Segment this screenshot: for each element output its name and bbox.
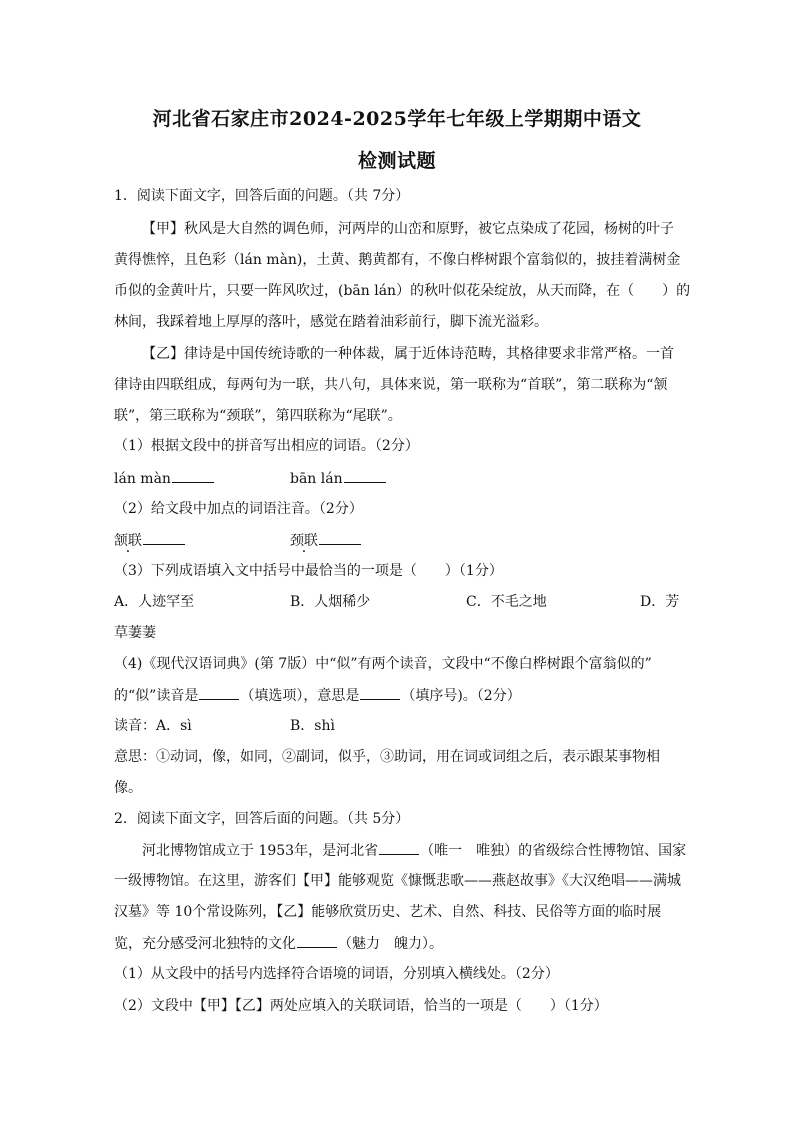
q1-yi-line: 律诗由四联组成，每两句为一联，共八句，具体来说，第一联称为“首联”，第二联称为“颔 xyxy=(114,377,668,393)
q2-text: （魅力 魄力）。 xyxy=(338,936,443,952)
option-b[interactable]: B．人烟稀少 xyxy=(290,594,371,610)
pinyin-banlan: bān lán xyxy=(290,471,343,487)
option-a[interactable]: A．人迹罕至 xyxy=(114,594,195,610)
q1-sub1-answer-a xyxy=(114,468,215,489)
q1-sub2-answer-a xyxy=(114,530,186,551)
q1-heading: 1．阅读下面文字，回答后面的问题。（共 7分） xyxy=(114,188,410,204)
q1-jia-line: 林间，我踩着地上厚厚的落叶，感觉在踏着油彩前行，脚下流光溢彩。 xyxy=(114,314,548,330)
answer-blank[interactable] xyxy=(319,530,361,545)
q1-sub4-text: （填序号)。（2分） xyxy=(401,688,521,704)
exam-title: 河北省石家庄市2024-2025学年七年级上学期期中语文 xyxy=(152,108,642,130)
q2-heading: 2．阅读下面文字，回答后面的问题。（共 5分） xyxy=(114,811,410,827)
q2-paragraph-line: 一级博物馆。在这里，游客们【甲】能够观览《慷慨悲歌——燕赵故事》《大汉绝唱——满城 xyxy=(114,873,681,889)
answer-blank[interactable] xyxy=(172,468,214,483)
reading-option-b: B．shì xyxy=(290,718,335,734)
q1-jia-line: 【甲】秋风是大自然的调色师，河两岸的山峦和原野，被它点染成了花园，杨树的叶子 xyxy=(142,221,674,237)
q1-sub2: （2）给文段中加点的词语注音。（2分） xyxy=(114,501,363,517)
answer-blank[interactable] xyxy=(143,530,185,545)
answer-blank[interactable] xyxy=(379,840,419,855)
answer-blank[interactable] xyxy=(297,933,337,948)
q1-jia-line: 黄得憔悴，且色彩（lán màn)，土黄、鹅黄都有，不像白桦树跟个富翁似的，披挂着满树金 xyxy=(114,252,681,268)
q1-sub3: （3）下列成语填入文中括号中最恰当的一项是（ ）（1分） xyxy=(114,563,503,579)
q2-sub1: （1）从文段中的括号内选择符合语境的词语，分别填入横线处。（2分） xyxy=(114,966,559,982)
q1-yi-line: 【乙】律诗是中国传统诗歌的一种体裁，属于近体诗范畴，其格律要求非常严格。一首 xyxy=(142,346,674,362)
option-d[interactable]: D．芳 xyxy=(640,594,680,610)
answer-blank[interactable] xyxy=(199,685,239,700)
q2-text: （唯一 唯独）的省级综合性博物馆、国家 xyxy=(420,843,687,859)
q1-sub2-answer-b xyxy=(290,530,362,551)
q2-text: 河北博物馆成立于 1953年，是河北省 xyxy=(142,843,379,859)
term-hanlian: 颔联 xyxy=(114,533,142,549)
q2-paragraph-line xyxy=(142,840,686,861)
q1-sub4-text: （填选项），意思是 xyxy=(240,688,360,704)
q2-text: 览，充分感受河北独特的文化 xyxy=(114,936,296,952)
reading-option-a: 读音：A．sì xyxy=(114,718,192,734)
q1-sub4-text: 的“似”读音是 xyxy=(114,688,199,704)
meaning-options-cont: 像。 xyxy=(114,780,142,796)
q1-sub4: （4)《现代汉语词典》(第 7版）中“似”有两个读音，文段中“不像白桦树跟个富翁似的” xyxy=(114,656,652,672)
q1-sub1-answer-b xyxy=(290,468,387,489)
exam-subtitle: 检测试题 xyxy=(357,150,436,172)
pinyin-lanman: lán màn xyxy=(114,471,171,487)
q1-yi-line: 联”，第三联称为“颈联”，第四联称为“尾联”。 xyxy=(114,408,402,424)
option-d-continued: 草萋萋 xyxy=(114,625,156,641)
meaning-options: 意思：①动词，像，如同，②副词，似乎，③助词，用在词或词组之后，表示跟某事物相 xyxy=(114,749,660,765)
answer-blank[interactable] xyxy=(360,685,400,700)
q2-sub2: （2）文段中【甲】【乙】两处应填入的关联词语，恰当的一项是（ ）（1分） xyxy=(114,998,608,1014)
q1-sub1: （1）根据文段中的拼音写出相应的词语。（2分） xyxy=(114,438,419,454)
q2-paragraph-line: 汉墓》等 10个常设陈列，【乙】能够欣赏历史、艺术、自然、科技、民俗等方面的临时展 xyxy=(114,904,662,920)
answer-blank[interactable] xyxy=(344,468,386,483)
q2-paragraph-line xyxy=(114,933,443,954)
term-jinglian: 颈联 xyxy=(290,533,318,549)
q1-jia-line: 币似的金黄叶片，只要一阵风吹过，(bān lán）的秋叶似花朵绽放，从天而降，在（ ）的 xyxy=(114,283,691,299)
q1-sub4-line2 xyxy=(114,685,521,706)
option-c[interactable]: C．不毛之地 xyxy=(466,594,547,610)
